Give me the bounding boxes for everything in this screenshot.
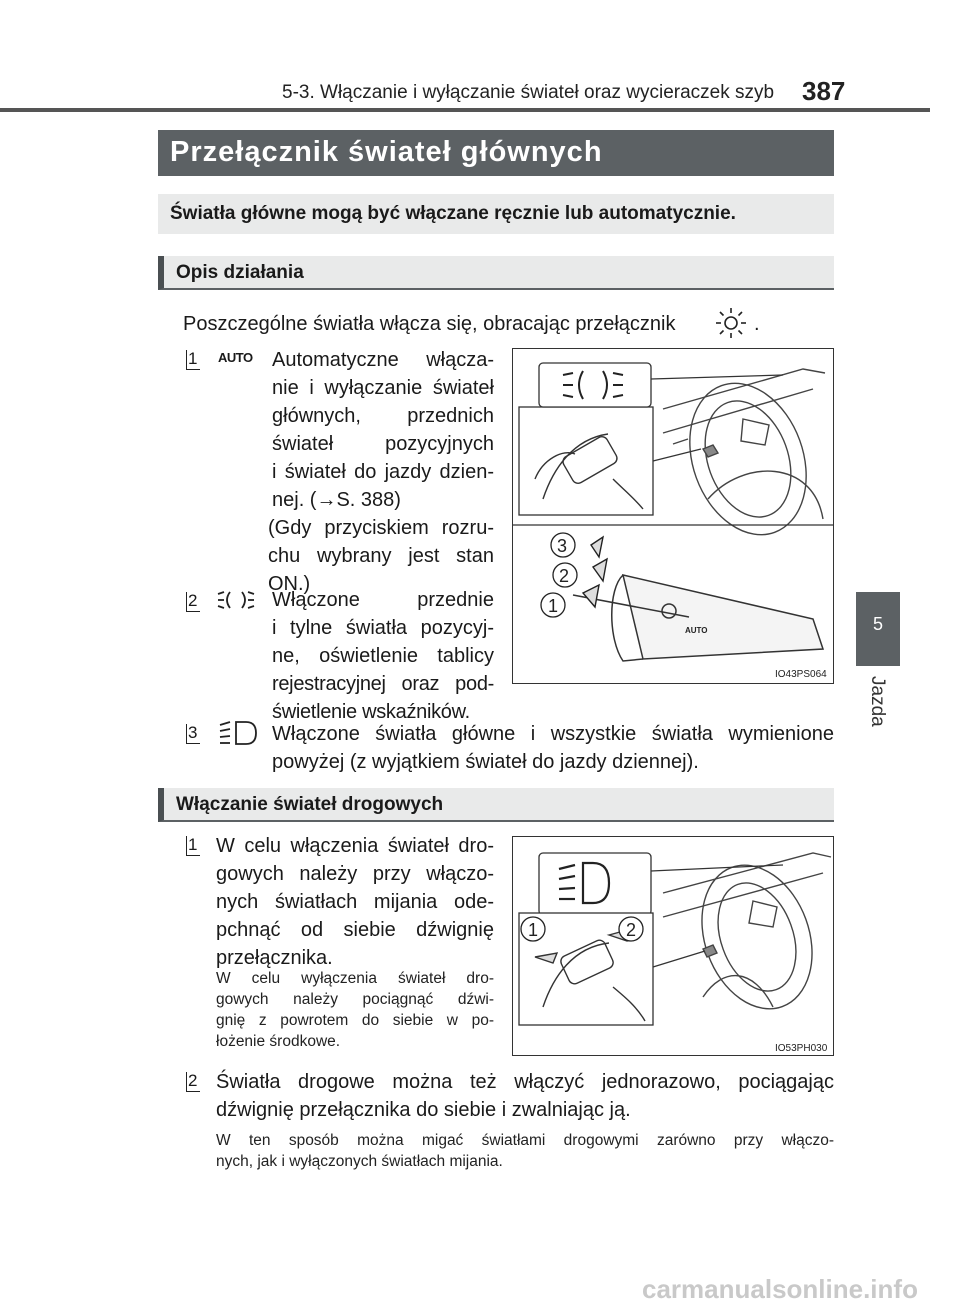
section-path: 5-3. Włączanie i wyłączanie świateł oraz wycieraczek szyb xyxy=(282,82,775,103)
line: Automatyczne włącza- xyxy=(272,349,494,371)
line: gnię z powrotem do siebie w po- xyxy=(216,1012,494,1029)
line: powyżej (z wyjątkiem świateł do jazdy dziennej). xyxy=(272,751,699,773)
chapter-label xyxy=(866,676,890,746)
item-number: 2 xyxy=(186,592,200,612)
callout-number: 3 xyxy=(557,536,568,556)
line: i świateł do jazdy dzien- xyxy=(272,461,494,483)
line: ne, oświetlenie tablicy xyxy=(272,645,494,667)
item-3-text xyxy=(272,720,834,776)
switch-auto-label: AUTO xyxy=(685,626,708,635)
chapter-label-text: Jazda xyxy=(867,676,888,727)
line: W celu włączenia świateł dro- xyxy=(216,835,494,857)
callout-number: 1 xyxy=(528,920,539,940)
page-title-text: Przełącznik świateł głównych xyxy=(170,136,603,168)
line: gowych należy przy włączo- xyxy=(216,863,494,885)
line: nych, jak i wyłączonych światłach mijania. xyxy=(216,1153,503,1170)
item-number: 1 xyxy=(186,836,200,856)
section-heading-operation xyxy=(158,256,834,290)
page-number: 387 xyxy=(802,76,846,106)
watermark: carmanualsonline.info xyxy=(642,1274,918,1304)
line: nej. (→S. 388) xyxy=(272,489,401,511)
intro-text: Światła główne mogą być włączane ręcznie lub automatycznie. xyxy=(170,203,736,224)
line: ON.) xyxy=(268,573,311,595)
line: Włączone przednie xyxy=(272,589,494,611)
chapter-number: 5 xyxy=(872,614,883,634)
lead-text: Poszczególne światła włącza się, obracając przełącznik xyxy=(183,313,676,335)
item-number: 1 xyxy=(186,350,200,370)
high-beam-item-2-note xyxy=(216,1130,834,1172)
line: świetlenie wskaźników. xyxy=(272,701,470,723)
figure-high-beam-lever xyxy=(512,836,834,1056)
auto-icon: AUTO xyxy=(218,350,253,365)
line: W celu wyłączenia świateł dro- xyxy=(216,970,494,987)
line: nie i wyłączanie świateł xyxy=(272,377,494,399)
line: Włączone światła główne i wszystkie światła wymienione xyxy=(272,723,834,745)
line: chu wybrany jest stan xyxy=(268,545,494,567)
headlight-icon xyxy=(216,718,260,748)
line: dźwignię przełącznika do siebie i zwalniając ją. xyxy=(216,1099,631,1121)
lead-end: . xyxy=(754,313,760,335)
header-rule xyxy=(0,108,930,112)
line: łożenie środkowe. xyxy=(216,1033,341,1050)
section-heading-text: Opis działania xyxy=(176,262,304,283)
callout-number: 2 xyxy=(559,566,570,586)
section-heading-high-beam xyxy=(158,788,834,822)
high-beam-item-1 xyxy=(216,832,494,972)
section-heading-text: Włączanie świateł drogowych xyxy=(176,794,444,815)
line: świateł pozycyjnych xyxy=(272,433,494,455)
figure-headlight-switch xyxy=(512,348,834,684)
high-beam-item-1-note xyxy=(216,968,494,1052)
item-number: 3 xyxy=(186,724,200,744)
callout-number: 2 xyxy=(626,920,637,940)
line: gowych należy pociągnąć dźwi- xyxy=(216,991,494,1008)
chapter-tab xyxy=(856,592,900,666)
figure-code: IO43PS064 xyxy=(775,669,827,680)
item-1-text xyxy=(272,346,494,514)
callout-number: 1 xyxy=(548,596,559,616)
page-title xyxy=(158,130,834,176)
parking-lights-icon xyxy=(216,588,256,612)
line: i tylne światła pozycyj- xyxy=(272,617,494,639)
line: pchnąć od siebie dźwignię xyxy=(216,919,494,941)
line: przełącznika. xyxy=(216,947,333,969)
light-switch-icon xyxy=(714,306,748,340)
intro-box xyxy=(158,194,834,234)
item-number: 2 xyxy=(186,1072,200,1092)
item-2-text xyxy=(272,586,494,726)
operation-lead xyxy=(183,310,675,338)
line: W ten sposób można migać światłami drogowymi zarówno przy włączo- xyxy=(216,1132,834,1149)
line: (Gdy przyciskiem rozru- xyxy=(268,517,494,539)
high-beam-item-2 xyxy=(216,1068,834,1124)
figure-code: IO53PH030 xyxy=(775,1043,828,1054)
line: nych światłach mijania ode- xyxy=(216,891,494,913)
line: głównych, przednich xyxy=(272,405,494,427)
line: Światła drogowe można też włączyć jednorazowo, pociągając xyxy=(216,1071,834,1093)
line: rejestracyjnej oraz pod- xyxy=(272,673,494,695)
